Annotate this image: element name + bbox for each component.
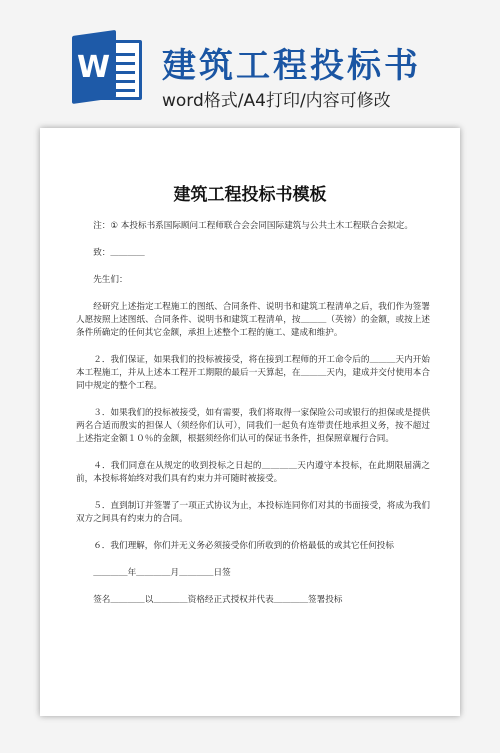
paragraph-signature-line: 签名＿＿＿＿以＿＿＿＿资格经正式授权并代表＿＿＿＿签署投标: [93, 595, 343, 605]
banner-title: 建筑工程投标书: [162, 46, 421, 86]
paragraph-clause-2: ２．我们保证，如果我们的投标被接受，将在接到工程师的开工命令后的＿＿＿天内开始本工程施工，并从上述本工程开工期限的最后一天算起，在＿＿＿天内，建成并交付使用本合同中规定的整个工程。: [76, 355, 430, 391]
document-page: [40, 128, 460, 716]
document-title: 建筑工程投标书模板: [173, 185, 327, 205]
word-logo-letter: W: [77, 49, 111, 85]
banner-header: [0, 0, 500, 118]
word-logo-plate: [72, 30, 116, 104]
word-document-icon: [72, 36, 146, 104]
paragraph-salutation: 先生们：: [93, 275, 128, 285]
paragraph-clause-6: ６．我们理解，你们并无义务必须接受你们所收到的价格最低的或其它任何投标: [93, 541, 394, 551]
paragraph-clause-4: ４．我们同意在从规定的收到投标之日起的＿＿＿＿天内遵守本投标，在此期限届满之前，本投标将始终对我们具有约束力并可随时被接受。: [76, 461, 430, 484]
paragraph-clause-1: 经研究上述指定工程施工的图纸、合同条件、说明书和建筑工程清单之后，我们作为签署人愿按照上述图纸、合同条件、说明书和建筑工程清单，按＿＿＿（英镑）的金额，或按上述条件所确定的任何其它金额，承担上述整个工程的施工、建成和维护。: [76, 302, 430, 338]
paragraph-date-line: ＿＿＿＿年＿＿＿＿月＿＿＿＿日签: [93, 568, 231, 578]
paragraph-clause-5: ５．直到制订并签署了一项正式协议为止，本投标连同你们对其的书面接受，将成为我们双方之间具有约束力的合同。: [76, 501, 430, 524]
paragraph-clause-3: ３．如果我们的投标被接受，如有需要，我们将取得一家保险公司或银行的担保或是提供两名合适而殷实的担保人（须经你们认可），同我们一起负有连带责任地承担义务，按不超过上述指定金额１０％的金额，根据须经你们认可的保证书条件，担保照章履行合同。: [76, 408, 430, 444]
banner-subtitle: word格式/A4打印/内容可修改: [162, 91, 391, 111]
paragraph-note: 注：① 本投标书系国际顾问工程师联合会会同国际建筑与公共土木工程联合会拟定。: [93, 221, 413, 231]
paragraph-addressee: 致：＿＿＿＿: [93, 248, 145, 258]
document-body: [76, 220, 430, 621]
